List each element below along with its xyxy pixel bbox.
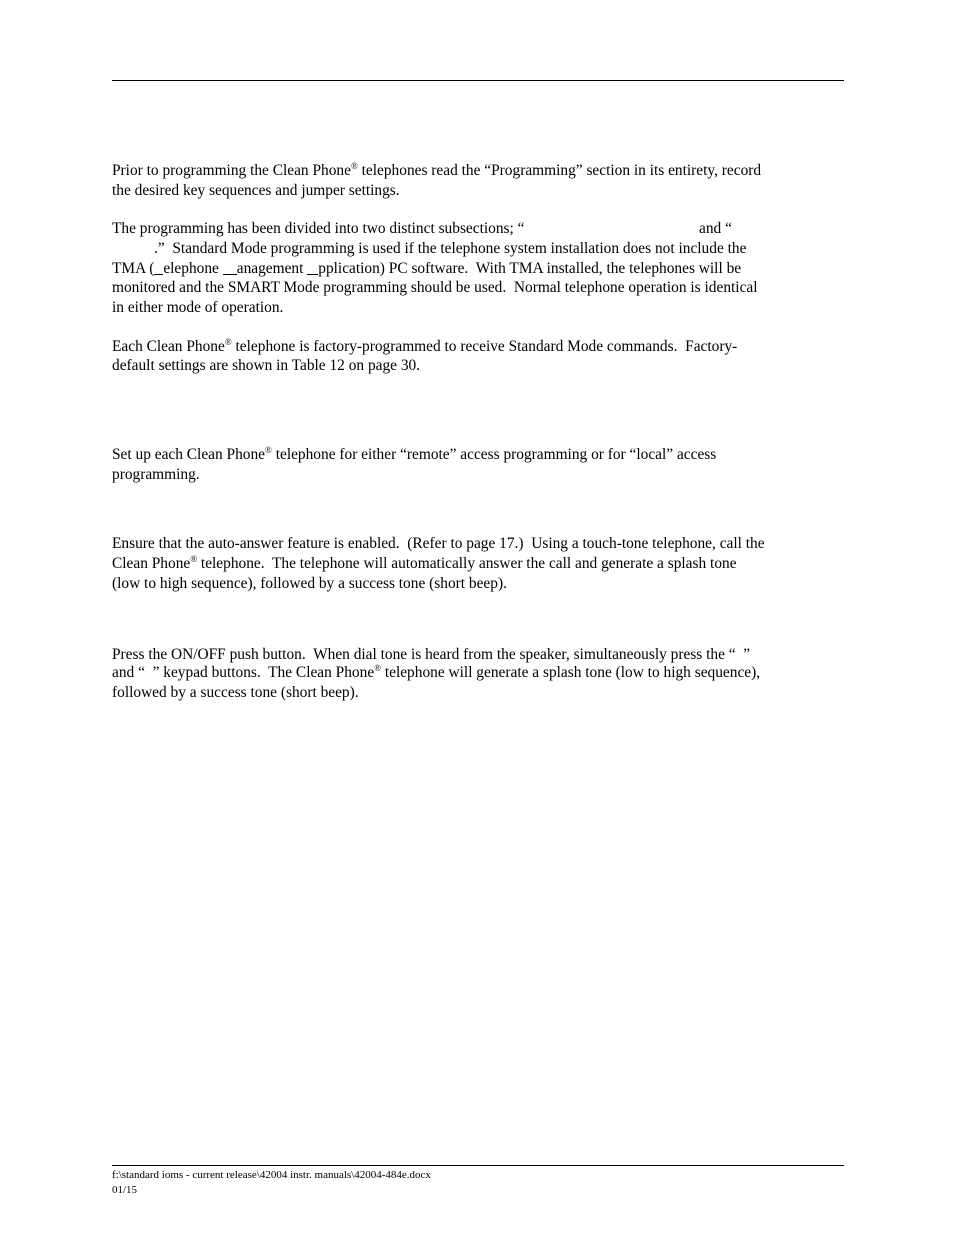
paragraph-6-line-2: and “ ” keypad buttons. The Clean Phone® telephone will generate a splash tone (low to high sequence), xyxy=(112,663,761,681)
paragraph-4-line-1: Set up each Clean Phone® telephone for either “remote” access programming or for “local” access xyxy=(112,445,717,463)
paragraph-5-line-3: (low to high sequence), followed by a success tone (short beep). xyxy=(112,575,507,592)
paragraph-5-line-2: Clean Phone® telephone. The telephone will automatically answer the call and generate a splash tone xyxy=(112,554,737,572)
paragraph-3-line-2: default settings are shown in Table 12 on page 30. xyxy=(112,357,421,374)
paragraph-2-line-2: .” Standard Mode programming is used if the telephone system installation does not include the xyxy=(154,240,747,257)
paragraph-2-line-3: TMA ( elephone anagement pplication) PC software. With TMA installed, the telephones will be xyxy=(112,260,742,277)
paragraph-1-line-1: Prior to programming the Clean Phone® telephones read the “Programming” section in its entirety, record xyxy=(112,161,762,179)
paragraph-6-line-1: Press the ON/OFF push button. When dial tone is heard from the speaker, simultaneously press the “ ” xyxy=(112,646,751,663)
paragraph-6-line-3: followed by a success tone (short beep). xyxy=(112,684,359,701)
paragraph-3-line-1: Each Clean Phone® telephone is factory-programmed to receive Standard Mode commands. Factory- xyxy=(112,337,738,355)
paragraph-2-line-5: in either mode of operation. xyxy=(112,299,284,316)
footer-file-path: f:\standard ioms - current release\42004 instr. manuals\42004-484e.docx xyxy=(112,1169,431,1181)
paragraph-5-line-1: Ensure that the auto-answer feature is enabled. (Refer to page 17.) Using a touch-tone telephone, call the xyxy=(112,535,765,552)
paragraph-2-line-4: monitored and the SMART Mode programming should be used. Normal telephone operation is identical xyxy=(112,279,758,296)
footer-rule xyxy=(112,1165,844,1166)
paragraph-2-line-1b: and “ xyxy=(699,220,732,237)
paragraph-1-line-2: the desired key sequences and jumper settings. xyxy=(112,182,400,199)
paragraph-4-line-2: programming. xyxy=(112,466,200,483)
header-rule xyxy=(112,80,844,81)
footer-date: 01/15 xyxy=(112,1184,138,1196)
paragraph-2-line-1: The programming has been divided into two distinct subsections; “ xyxy=(112,220,525,237)
